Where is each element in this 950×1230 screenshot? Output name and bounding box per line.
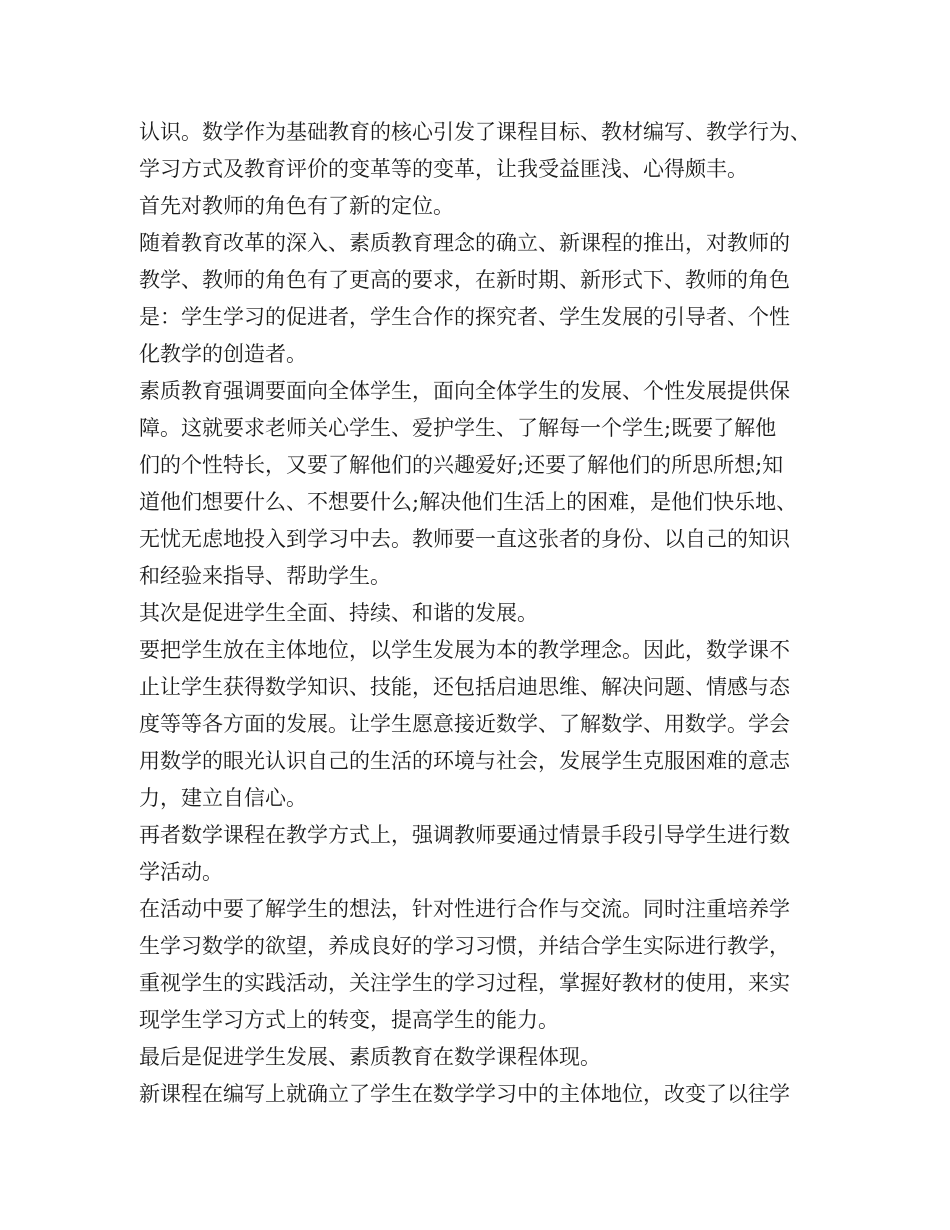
- text-line: 学习方式及教育评价的变革等的变革，让我受益匪浅、心得颇丰。: [139, 157, 748, 181]
- text-line: 是：学生学习的促进者，学生合作的探究者、学生发展的引导者、个性: [139, 305, 790, 329]
- text-line: 道他们想要什么、不想要什么;解决他们生活上的困难，是他们快乐地、: [139, 490, 798, 514]
- text-line: 随着教育改革的深入、素质教育理念的确立、新课程的推出，对教师的: [139, 231, 790, 255]
- text-line: 用数学的眼光认识自己的生活的环境与社会，发展学生克服困难的意志: [139, 749, 790, 773]
- text-line: 其次是促进学生全面、持续、和谐的发展。: [139, 601, 538, 625]
- text-line: 化教学的创造者。: [139, 342, 307, 366]
- text-line: 首先对教师的角色有了新的定位。: [139, 194, 454, 218]
- text-line: 新课程在编写上就确立了学生在数学学习中的主体地位，改变了以往学: [139, 1082, 790, 1106]
- text-line: 再者数学课程在教学方式上，强调教师要通过情景手段引导学生进行数: [139, 823, 790, 847]
- text-line: 生学习数学的欲望，养成良好的学习习惯，并结合学生实际进行教学，: [139, 934, 790, 958]
- text-line: 教学、教师的角色有了更高的要求，在新时期、新形式下、教师的角色: [139, 268, 790, 292]
- text-line: 认识。数学作为基础教育的核心引发了课程目标、教材编写、教学行为、: [139, 120, 811, 144]
- text-line: 现学生学习方式上的转变，提高学生的能力。: [139, 1008, 559, 1032]
- text-line: 度等等各方面的发展。让学生愿意接近数学、了解数学、用数学。学会: [139, 712, 790, 736]
- text-line: 最后是促进学生发展、素质教育在数学课程体现。: [139, 1045, 601, 1069]
- text-line: 重视学生的实践活动，关注学生的学习过程，掌握好教材的使用，来实: [139, 971, 790, 995]
- text-line: 无忧无虑地投入到学习中去。教师要一直这张者的身份、以自己的知识: [139, 527, 790, 551]
- document-body: [139, 114, 829, 1113]
- text-line: 要把学生放在主体地位，以学生发展为本的教学理念。因此，数学课不: [139, 638, 790, 662]
- text-line: 素质教育强调要面向全体学生，面向全体学生的发展、个性发展提供保: [139, 379, 790, 403]
- text-line: 止让学生获得数学知识、技能，还包括启迪思维、解决问题、情感与态: [139, 675, 790, 699]
- text-line: 障。这就要求老师关心学生、爱护学生、了解每一个学生;既要了解他: [139, 416, 777, 440]
- text-line: 学活动。: [139, 860, 223, 884]
- text-line: 在活动中要了解学生的想法，针对性进行合作与交流。同时注重培养学: [139, 897, 790, 921]
- text-line: 和经验来指导、帮助学生。: [139, 564, 391, 588]
- text-line: 力，建立自信心。: [139, 786, 307, 810]
- text-line: 们的个性特长，又要了解他们的兴趣爱好;还要了解他们的所思所想;知: [139, 453, 784, 477]
